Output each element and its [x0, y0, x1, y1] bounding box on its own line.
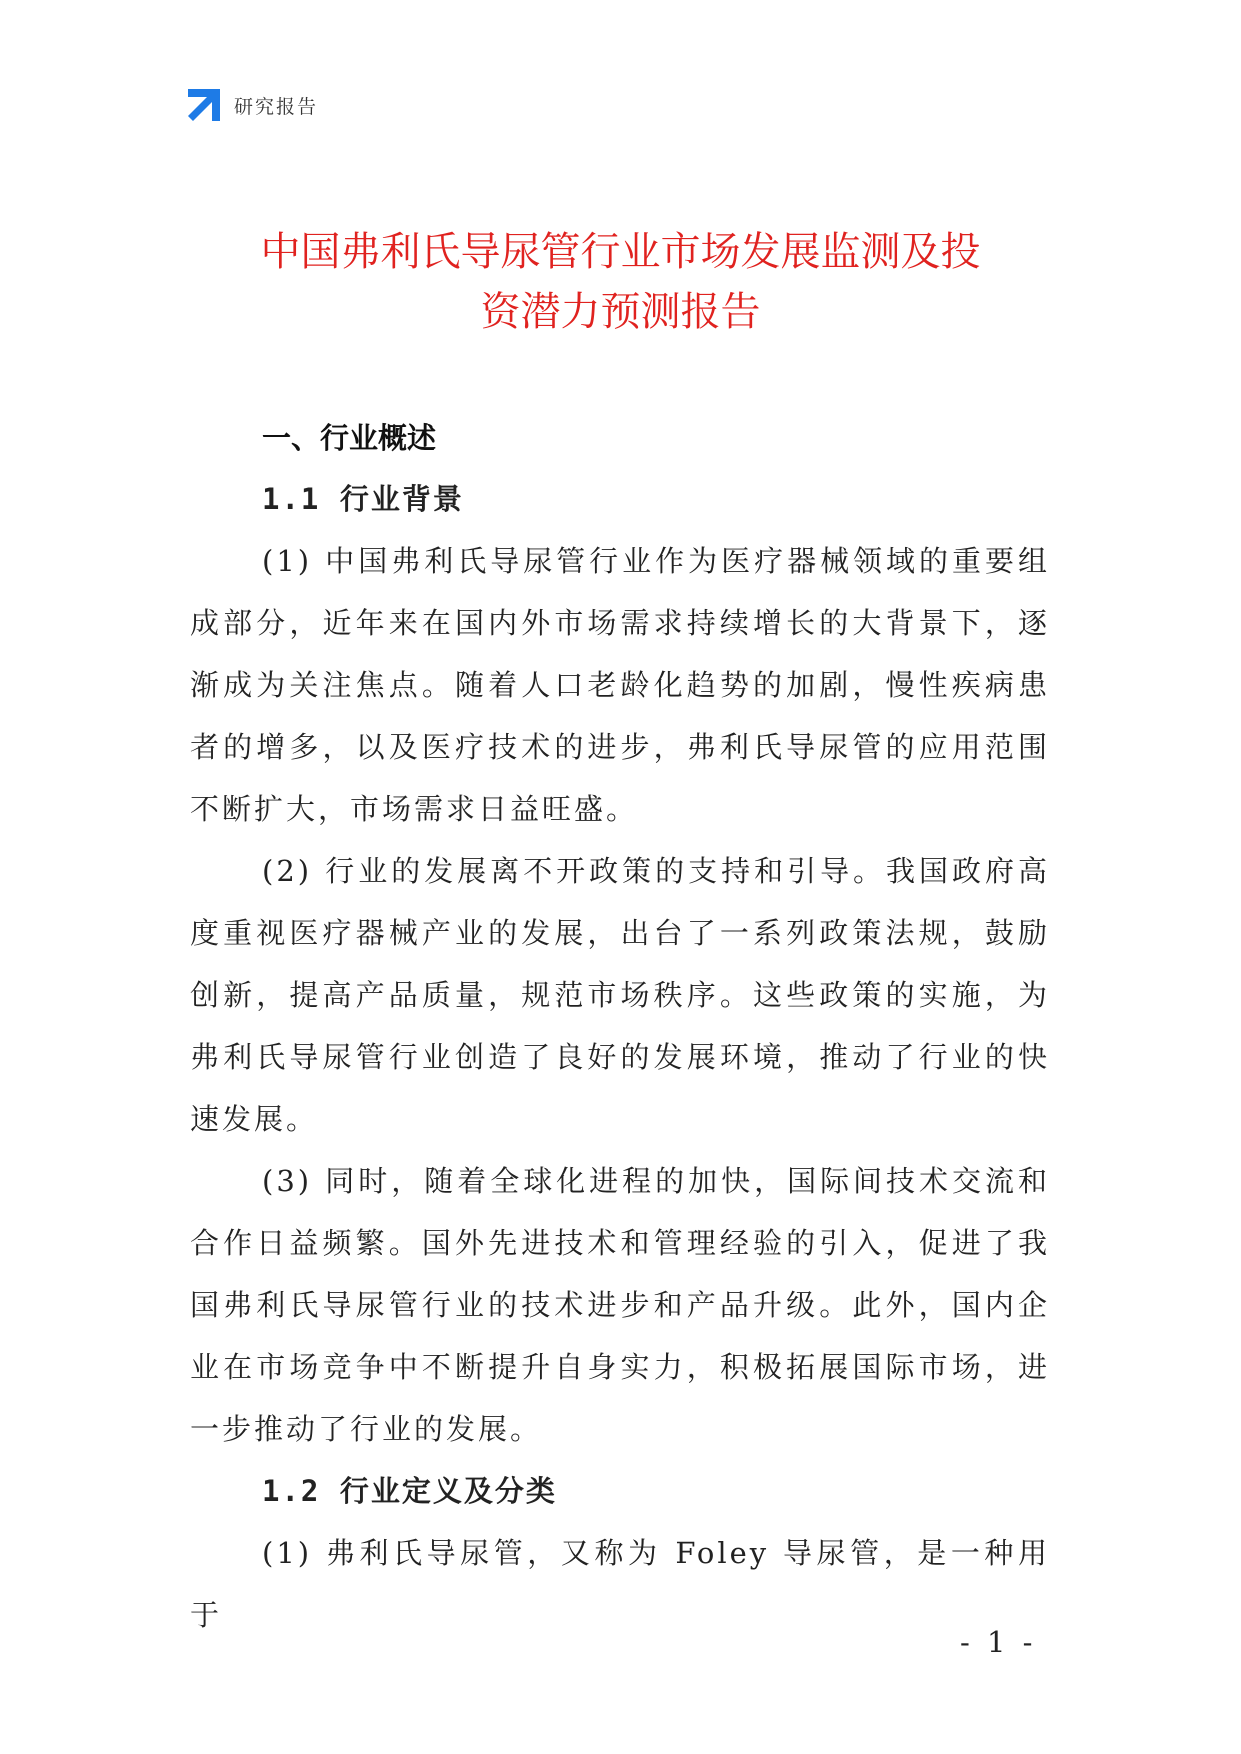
arrow-up-right-icon	[188, 89, 220, 121]
title-line-1: 中国弗利氏导尿管行业市场发展监测及投	[260, 229, 981, 275]
section-heading: 一、行业概述	[262, 421, 437, 455]
document-title	[150, 222, 1091, 342]
title-line-2: 资潜力预测报告	[480, 289, 761, 335]
subsection-heading-1-1: 1.1 行业背景	[262, 482, 464, 516]
header-label: 研究报告	[234, 95, 319, 118]
report-header	[188, 88, 318, 122]
subsection-heading-1-2: 1.2 行业定义及分类	[262, 1474, 557, 1508]
document-body	[190, 408, 1050, 1646]
paragraph-1: (1) 中国弗利氏导尿管行业作为医疗器械领域的重要组成部分，近年来在国内外市场需求持续增长的大背景下，逐渐成为关注焦点。随着人口老龄化趋势的加剧，慢性疾病患者的增多，以及医疗技术的进步，弗利氏导尿管的应用范围不断扩大，市场需求日益旺盛。	[190, 544, 1050, 826]
page-number: - 1 -	[960, 1625, 1037, 1659]
paragraph-4: (1) 弗利氏导尿管，又称为 Foley 导尿管，是一种用于	[190, 1536, 1050, 1632]
paragraph-2: (2) 行业的发展离不开政策的支持和引导。我国政府高度重视医疗器械产业的发展，出台了一系列政策法规，鼓励创新，提高产品质量，规范市场秩序。这些政策的实施，为弗利氏导尿管行业创造了良好的发展环境，推动了行业的快速发展。	[190, 854, 1050, 1136]
paragraph-3: (3) 同时，随着全球化进程的加快，国际间技术交流和合作日益频繁。国外先进技术和管理经验的引入，促进了我国弗利氏导尿管行业的技术进步和产品升级。此外，国内企业在市场竞争中不断提升自身实力，积极拓展国际市场，进一步推动了行业的发展。	[190, 1164, 1050, 1446]
